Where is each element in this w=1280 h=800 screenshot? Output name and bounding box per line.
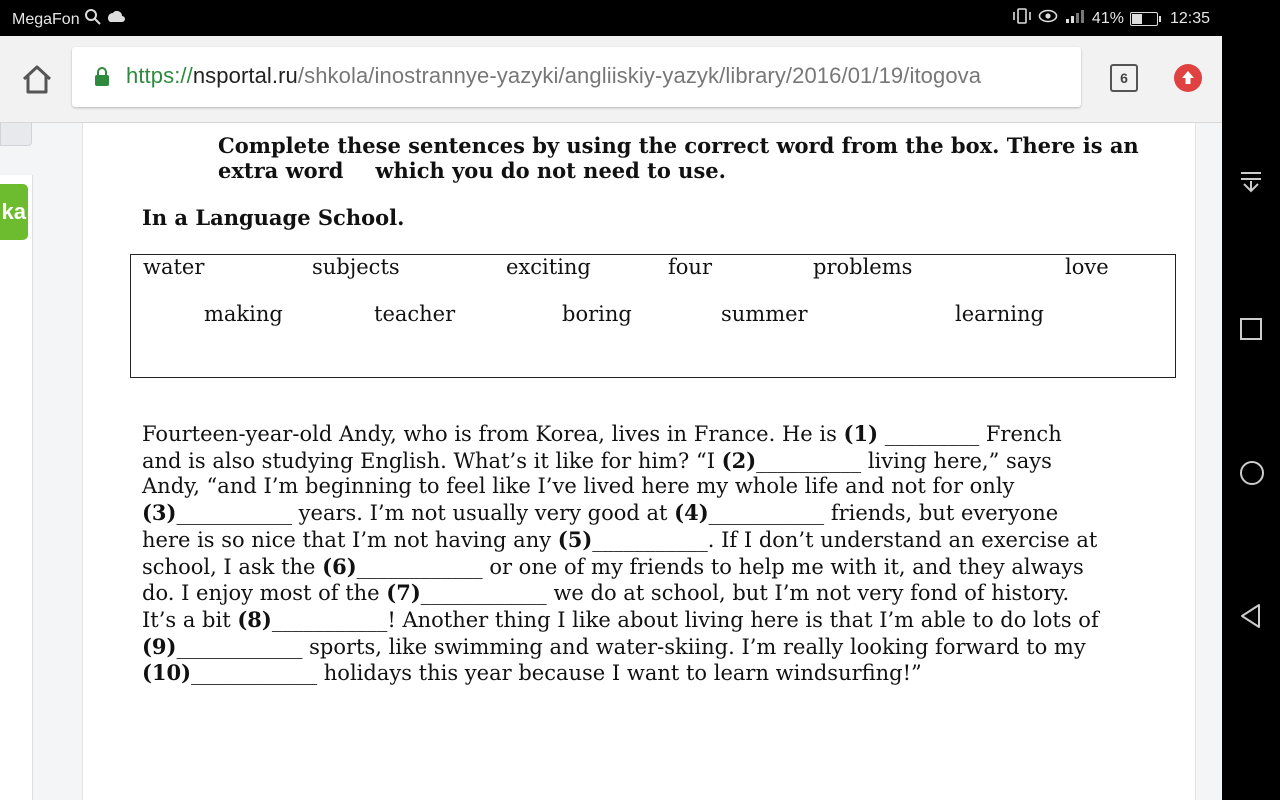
passage-line [142, 448, 1142, 475]
passage-line [142, 607, 1142, 634]
exercise-instruction [218, 133, 1178, 183]
tabs-icon[interactable] [1110, 64, 1138, 92]
side-green-tab[interactable] [0, 184, 28, 240]
passage-line [142, 421, 1142, 448]
passage-line [142, 500, 1142, 527]
side-tab[interactable] [0, 123, 32, 146]
word-item: teacher [374, 302, 456, 326]
lock-icon [94, 67, 110, 87]
gap-number: (6) [322, 553, 357, 579]
instruction-line-1: Complete these sentences by using the correct word from the box. There is an [218, 133, 1139, 158]
update-icon[interactable] [1174, 64, 1202, 92]
passage-line [142, 580, 1142, 607]
battery-charging-icon [1130, 12, 1158, 26]
gap-number: (2) [721, 447, 757, 473]
instruction-line-2b: which you do not need to use. [375, 158, 726, 183]
instruction-line-2a: extra word [218, 158, 344, 183]
navigation-bar [1222, 0, 1280, 800]
passage-text-run: ____________ sports, like swimming and water-skiing. I’m really looking forward to my [176, 634, 1086, 659]
signal-icon [1064, 8, 1086, 29]
word-box [130, 254, 1176, 378]
carrier-name: MegaFon [12, 10, 80, 28]
browser-toolbar [0, 36, 1222, 123]
battery-percent: 41% [1091, 9, 1124, 27]
home-circle-icon[interactable] [1239, 460, 1265, 491]
side-panel [0, 175, 33, 800]
gap-number: (4) [674, 500, 709, 526]
gap-number: (3) [142, 500, 177, 526]
gap-number: (8) [237, 606, 272, 632]
gap-number: (7) [386, 580, 421, 606]
word-item: love [1065, 255, 1109, 279]
passage-text-run: do. I enjoy most of the [142, 581, 387, 606]
passage-text-run: ____________ or one of my friends to help me with it, and they always [356, 554, 1084, 579]
status-bar [0, 0, 1222, 36]
vibrate-icon [1012, 8, 1032, 29]
word-item: four [668, 255, 712, 279]
passage-line [142, 634, 1142, 661]
word-item: making [204, 302, 283, 326]
passage-text-run: ____________ we do at school, but I’m not very fond of history. [420, 581, 1070, 606]
word-item: learning [955, 302, 1044, 326]
notification-pull-icon[interactable] [1239, 170, 1263, 201]
clock: 12:35 [1169, 9, 1210, 27]
word-item: subjects [312, 255, 400, 279]
weather-icon [106, 8, 126, 31]
tab-count: 6 [1120, 70, 1128, 86]
passage-text-run: It’s a bit [142, 607, 238, 632]
passage-text-run: __________ living here,” says [756, 448, 1052, 473]
word-item: water [143, 255, 205, 279]
passage-text-run: _________ French [878, 422, 1062, 446]
passage-text-run: ___________. If I don’t understand an exercise at [592, 527, 1098, 552]
passage-text-run: ___________! Another thing I like about living here is that I’m able to do lots of [271, 607, 1099, 632]
passage-text [142, 421, 1142, 687]
section-heading: In a Language School. [142, 205, 405, 230]
recents-icon[interactable] [1239, 317, 1263, 346]
url-path: /shkola/inostrannye-yazyki/angliiskiy-yazyk/library/2016/01/19/itogova [297, 63, 982, 88]
passage-text-run: ____________ holidays this year because I want to learn windsurfing!” [191, 661, 922, 686]
passage-text-run: and is also studying English. What’s it like for him? “I [142, 448, 722, 473]
passage-line [142, 660, 1142, 687]
word-item: summer [721, 302, 808, 326]
passage-text-run: Fourteen-year-old Andy, who is from Korea, lives in France. He is [142, 422, 844, 446]
word-item: boring [562, 302, 632, 326]
word-item: problems [813, 255, 913, 279]
url-scheme: https:// [126, 63, 193, 88]
passage-text-run: school, I ask the [142, 554, 323, 579]
passage-line [142, 527, 1142, 554]
passage-line [142, 554, 1142, 581]
passage-line [142, 474, 1142, 500]
gap-number: (9) [142, 633, 177, 659]
passage-text-run: Andy, “and I’m beginning to feel like I’ve lived here my whole life and not for only [142, 474, 1015, 499]
passage-text-run: here is so nice that I’m not having any [142, 527, 558, 552]
word-item: exciting [506, 255, 591, 279]
gap-number: (1) [843, 421, 879, 446]
gap-number: (5) [557, 526, 593, 552]
side-green-tab-label: ka [1, 199, 26, 224]
eye-icon [1038, 9, 1058, 28]
url-host: nsportal.ru [192, 63, 298, 88]
back-icon[interactable] [1239, 603, 1263, 634]
passage-text-run: ___________ years. I’m not usually very good at [176, 501, 675, 526]
home-icon[interactable] [20, 62, 54, 96]
passage-text-run: ___________ friends, but everyone [708, 501, 1059, 526]
address-bar[interactable] [72, 47, 1081, 107]
gap-number: (10) [142, 660, 192, 686]
search-icon [84, 8, 102, 31]
url-text [126, 63, 981, 89]
